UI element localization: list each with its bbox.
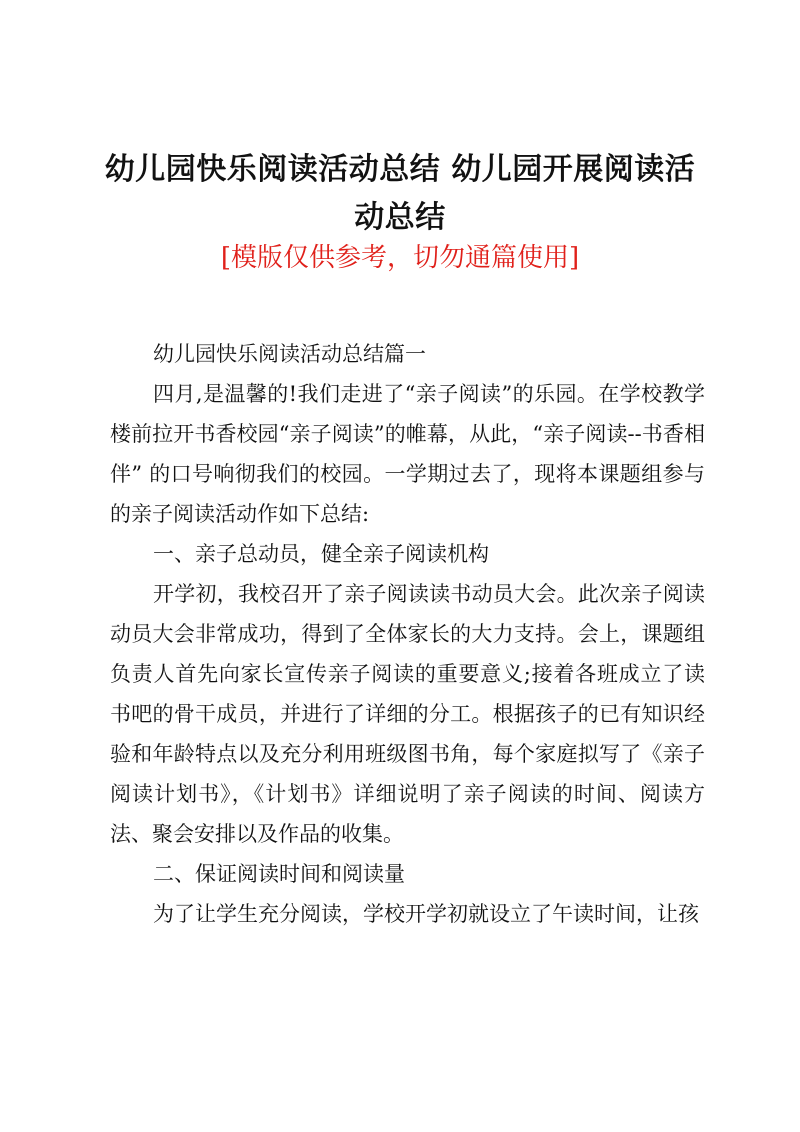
document-title: 幼儿园快乐阅读活动总结 幼儿园开展阅读活动总结 [104, 152, 696, 235]
section-heading: 二、保证阅读时间和阅读量 [153, 862, 406, 886]
template-notice: [模版仅供参考，切勿通篇使用] [220, 243, 580, 273]
section-heading: 幼儿园快乐阅读活动总结篇一 [153, 342, 427, 366]
section-heading: 一、亲子总动员，健全亲子阅读机构 [153, 542, 490, 566]
body-paragraph: 为了让学生充分阅读，学校开学初就设立了午读时间，让孩 [153, 902, 700, 926]
body-paragraph: 四月,是温馨的!我们走进了“亲子阅读”的乐园。在学校教学楼前拉开书香校园“亲子阅读”的帷幕，从此，“亲子阅读--书香相伴” 的口号响彻我们的校园。一学期过去了，现将本课题组参与的亲子阅读活动作如下总结: [110, 382, 705, 526]
document-body [110, 334, 705, 934]
body-paragraph: 开学初，我校召开了亲子阅读读书动员大会。此次亲子阅读动员大会非常成功，得到了全体家长的大力支持。会上，课题组负责人首先向家长宣传亲子阅读的重要意义;接着各班成立了读书吧的骨干成员，并进行了详细的分工。根据孩子的已有知识经验和年龄特点以及充分利用班级图书角，每个家庭拟写了《亲子阅读计划书》，《计划书》详细说明了亲子阅读的时间、阅读方法、聚会安排以及作品的收集。 [110, 582, 705, 846]
